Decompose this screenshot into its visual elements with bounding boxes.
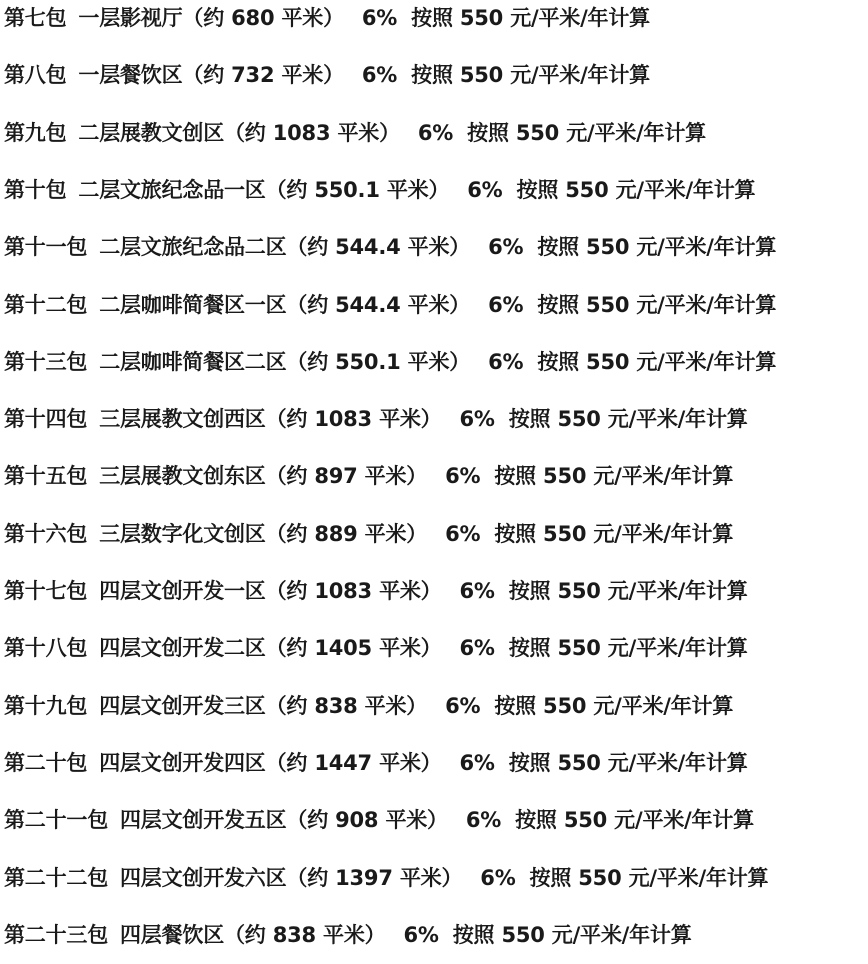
area-description: 四层餐饮区（约 838 平米） bbox=[120, 922, 386, 947]
package-label: 第十四包 bbox=[4, 407, 88, 432]
area-description: 三层展教文创西区（约 1083 平米） bbox=[99, 407, 442, 432]
pricing-basis: 按照 550 元/平米/年计算 bbox=[411, 63, 650, 88]
rate-value: 6% bbox=[459, 407, 495, 432]
area-description: 一层餐饮区（约 732 平米） bbox=[78, 63, 344, 88]
package-row bbox=[4, 860, 768, 896]
rate-value: 6% bbox=[488, 292, 524, 317]
package-row bbox=[4, 458, 733, 494]
area-description: 四层文创开发六区（约 1397 平米） bbox=[120, 865, 463, 890]
package-row bbox=[4, 0, 650, 36]
package-row bbox=[4, 630, 748, 666]
area-description: 四层文创开发二区（约 1405 平米） bbox=[99, 636, 442, 661]
package-label: 第二十一包 bbox=[4, 808, 108, 833]
pricing-basis: 按照 550 元/平米/年计算 bbox=[537, 235, 777, 260]
pricing-basis: 按照 550 元/平米/年计算 bbox=[529, 865, 769, 890]
rate-value: 6% bbox=[361, 63, 398, 88]
package-row bbox=[4, 229, 776, 265]
area-description: 四层文创开发五区（约 908 平米） bbox=[120, 808, 448, 833]
pricing-basis: 按照 550 元/平米/年计算 bbox=[537, 292, 777, 317]
pricing-basis: 按照 550 元/平米/年计算 bbox=[494, 693, 734, 718]
package-label: 第七包 bbox=[4, 6, 67, 30]
rate-value: 6% bbox=[459, 636, 495, 661]
area-description: 二层展教文创区（约 1083 平米） bbox=[78, 120, 400, 145]
pricing-basis: 按照 550 元/平米/年计算 bbox=[494, 521, 734, 546]
pricing-basis: 按照 550 元/平米/年计算 bbox=[411, 6, 650, 30]
pricing-basis: 按照 550 元/平米/年计算 bbox=[516, 177, 756, 202]
area-description: 三层数字化文创区（约 889 平米） bbox=[99, 521, 428, 546]
package-label: 第二十二包 bbox=[4, 865, 108, 890]
package-row bbox=[4, 57, 650, 93]
package-row bbox=[4, 344, 776, 380]
package-label: 第二十三包 bbox=[4, 922, 108, 947]
area-description: 四层文创开发一区（约 1083 平米） bbox=[99, 579, 442, 603]
area-description: 四层文创开发三区（约 838 平米） bbox=[99, 693, 428, 718]
pricing-basis: 按照 550 元/平米/年计算 bbox=[508, 750, 748, 775]
rate-value: 6% bbox=[417, 120, 454, 145]
rate-value: 6% bbox=[361, 6, 398, 30]
pricing-basis: 按照 550 元/平米/年计算 bbox=[508, 407, 748, 432]
pricing-basis: 按照 550 元/平米/年计算 bbox=[508, 636, 748, 661]
package-row bbox=[4, 287, 776, 323]
rate-value: 6% bbox=[488, 349, 524, 374]
package-row bbox=[4, 688, 733, 724]
area-description: 一层影视厅（约 680 平米） bbox=[78, 6, 344, 30]
rate-value: 6% bbox=[445, 464, 481, 489]
package-row bbox=[4, 573, 748, 609]
rate-value: 6% bbox=[480, 865, 516, 890]
pricing-basis: 按照 550 元/平米/年计算 bbox=[452, 922, 692, 947]
package-label: 第十六包 bbox=[4, 521, 88, 546]
pricing-basis: 按照 550 元/平米/年计算 bbox=[515, 808, 754, 833]
area-description: 二层咖啡简餐区一区（约 544.4 平米） bbox=[99, 292, 471, 317]
area-description: 二层文旅纪念品一区（约 550.1 平米） bbox=[78, 177, 450, 202]
package-label: 第十五包 bbox=[4, 464, 88, 489]
rate-value: 6% bbox=[467, 177, 503, 202]
package-row bbox=[4, 745, 748, 781]
package-label: 第十九包 bbox=[4, 693, 88, 718]
pricing-basis: 按照 550 元/平米/年计算 bbox=[508, 579, 748, 603]
area-description: 三层展教文创东区（约 897 平米） bbox=[99, 464, 428, 489]
package-label: 第十三包 bbox=[4, 349, 88, 374]
rate-value: 6% bbox=[488, 235, 524, 260]
pricing-basis: 按照 550 元/平米/年计算 bbox=[537, 349, 777, 374]
pricing-basis: 按照 550 元/平米/年计算 bbox=[494, 464, 734, 489]
package-label: 第十包 bbox=[4, 177, 67, 202]
rate-value: 6% bbox=[403, 922, 439, 947]
rate-value: 6% bbox=[459, 750, 495, 775]
package-row bbox=[4, 516, 733, 552]
package-label: 第十二包 bbox=[4, 292, 88, 317]
area-description: 四层文创开发四区（约 1447 平米） bbox=[99, 750, 442, 775]
package-label: 第二十包 bbox=[4, 750, 88, 775]
package-label: 第十一包 bbox=[4, 235, 88, 260]
package-row bbox=[4, 401, 748, 437]
package-row bbox=[4, 917, 692, 953]
pricing-basis: 按照 550 元/平米/年计算 bbox=[467, 120, 706, 145]
area-description: 二层文旅纪念品二区（约 544.4 平米） bbox=[99, 235, 471, 260]
package-row bbox=[4, 172, 755, 208]
rate-value: 6% bbox=[445, 521, 481, 546]
package-label: 第九包 bbox=[4, 120, 67, 145]
rate-value: 6% bbox=[459, 579, 495, 603]
rate-value: 6% bbox=[445, 693, 481, 718]
package-label: 第十七包 bbox=[4, 579, 88, 603]
package-label: 第十八包 bbox=[4, 636, 88, 661]
area-description: 二层咖啡简餐区二区（约 550.1 平米） bbox=[99, 349, 471, 374]
package-label: 第八包 bbox=[4, 63, 67, 88]
rate-value: 6% bbox=[465, 808, 502, 833]
package-row bbox=[4, 115, 706, 151]
package-row bbox=[4, 802, 754, 838]
